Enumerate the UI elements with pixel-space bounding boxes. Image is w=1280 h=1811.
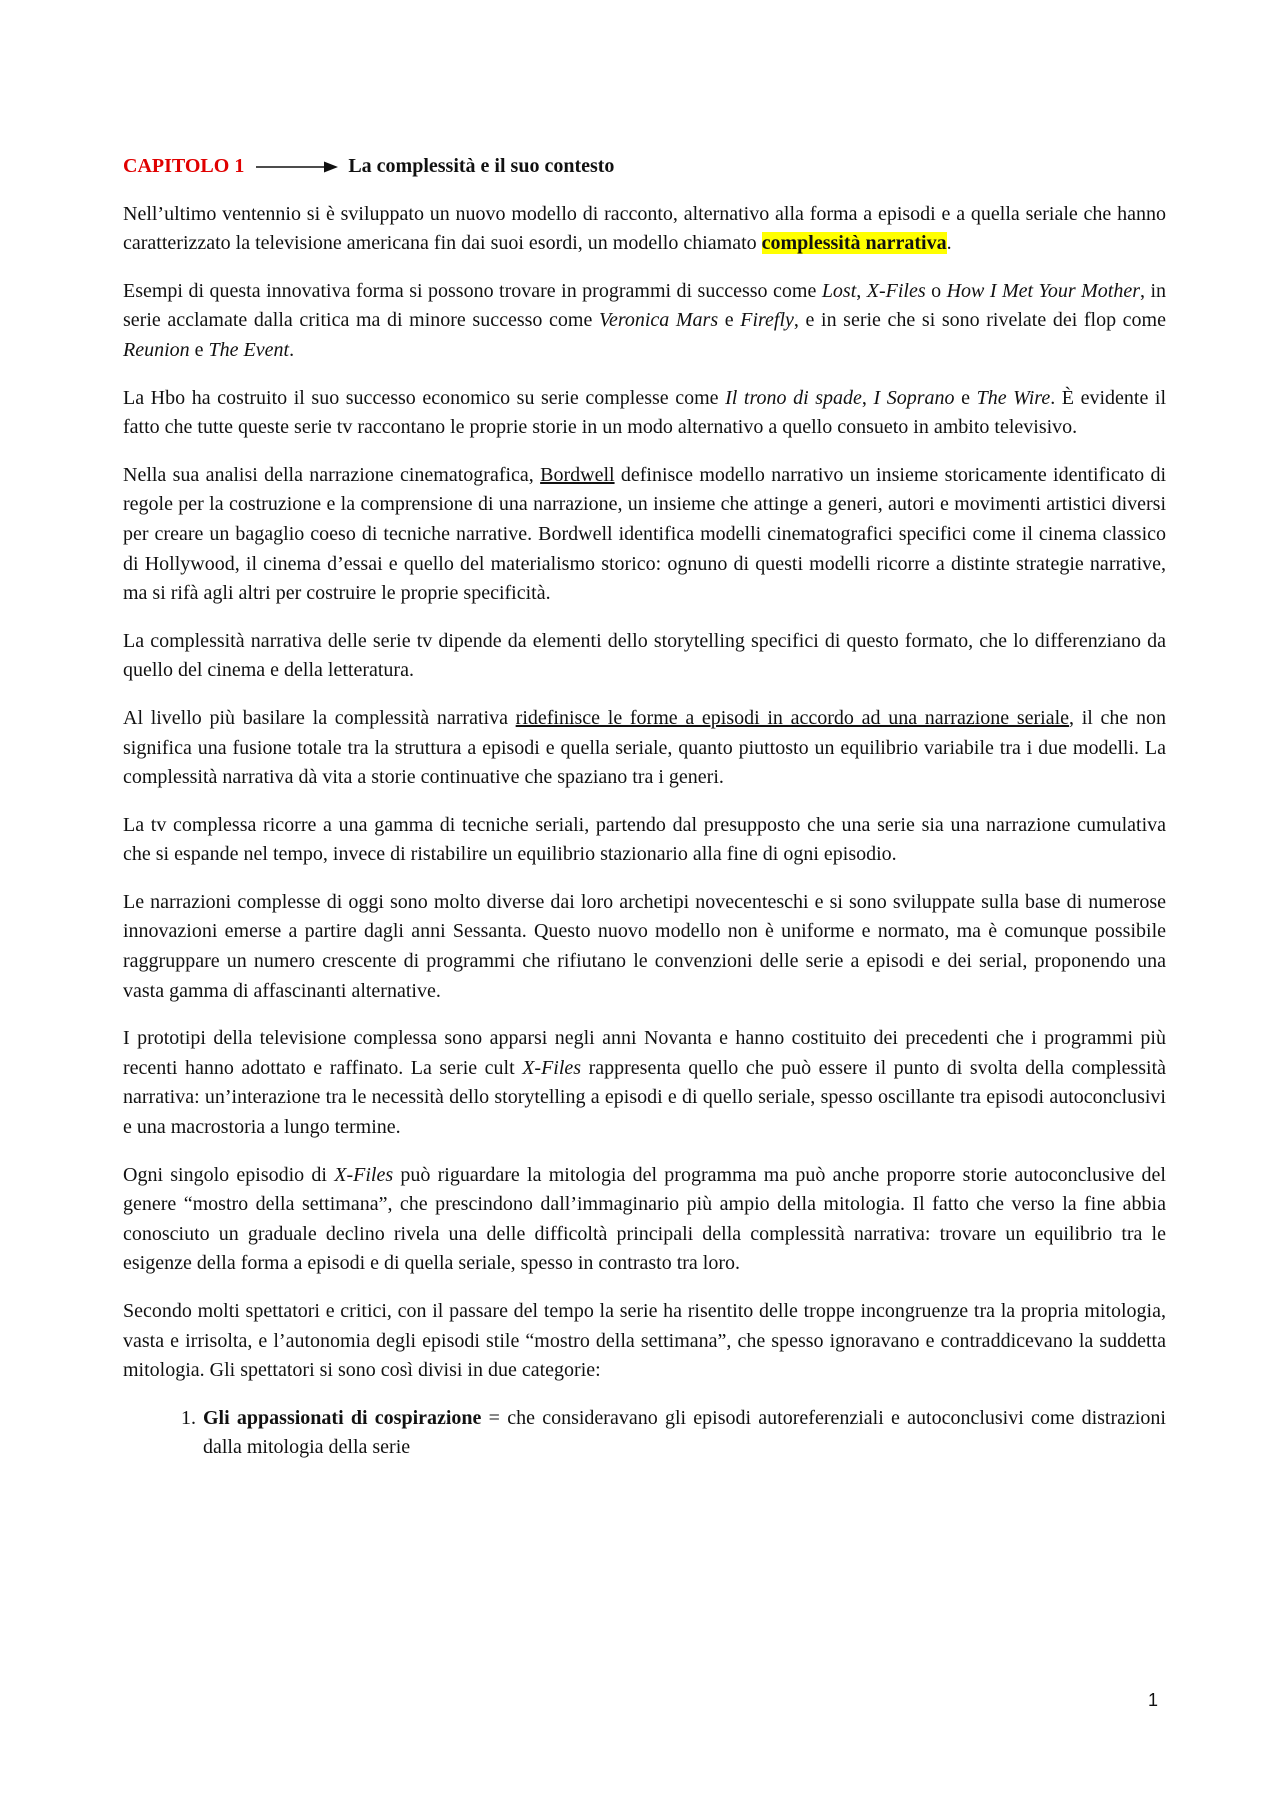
underlined-phrase: ridefinisce le forme a episodi in accordo ad una narrazione seriale	[515, 706, 1070, 729]
paragraph-11: Secondo molti spettatori e critici, con il passare del tempo la serie ha risentito delle troppe incongruenze tra la propria mitologia, vasta e irrisolta, e l’autonomia degli episodi stile “mostro della settimana”, che spesso ignoravano e contraddicevano la suddetta mitologia. Gli spettatori si sono così divisi in due categorie:	[123, 1300, 1166, 1382]
page-number: 1	[1148, 1690, 1159, 1710]
paragraph-6: Al livello più basilare la complessità narrativa ridefinisce le forme a episodi in accordo ad una narrazione seriale, il che non significa una fusione totale tra la struttura a episodi e quella seriale, quanto piuttosto un equilibrio variabile tra i due modelli. La complessità narrativa dà vita a storie continuative che spaziano tra i generi.	[123, 706, 1167, 789]
paragraph-5: La complessità narrativa delle serie tv dipende da elementi dello storytelling specifici di questo formato, che lo differenziano da quello del cinema e della letteratura.	[123, 629, 1166, 682]
list-item: 1. Gli appassionati di cospirazione = che consideravano gli episodi autoreferenziali e autoconclusivi come distrazioni dalla mitologia della serie	[201, 1404, 1166, 1463]
paragraph-4: Nella sua analisi della narrazione cinematografica, Bordwell definisce modello narrativo un insieme storicamente identificato di regole per la costruzione e la comprensione di una narrazione, un insieme che attinge a generi, autori e movimenti artistici diversi per creare un bagaglio coeso di tecniche narrative. Bordwell identifica modelli cinematografici specifici come il cinema classico di Hollywood, il cinema d’essai e quello del materialismo storico: ognuno di questi modelli ricorre a distinte strategie narrative, ma si rifà agli altri per costruire le proprie specificità.	[123, 463, 1166, 605]
paragraph-7: La tv complessa ricorre a una gamma di tecniche seriali, partendo dal presupposto che una serie sia una narrazione cumulativa che si espande nel tempo, invece di ristabilire un equilibrio stazionario alla fine di ogni episodio.	[123, 813, 1166, 866]
paragraph-8: Le narrazioni complesse di oggi sono molto diverse dai loro archetipi novecenteschi e si sono sviluppate sulla base di numerose innovazioni emerse a partire dagli anni Sessanta. Questo nuovo modello non è uniforme e normato, ma è comunque possibile raggruppare un numero crescente di programmi che rifiutano le convenzioni delle serie a episodi e dei serial, proponendo una vasta gamma di affascinanti alternative.	[123, 890, 1166, 1002]
document-body	[123, 152, 1166, 1463]
paragraph-3: La Hbo ha costruito il suo successo economico su serie complesse come Il trono di spade, I Soprano e The Wire. È evidente il fatto che tutte queste serie tv raccontano le proprie storie in un modo alternativo a quello consueto in ambito televisivo.	[123, 386, 1167, 439]
numbered-list	[123, 1404, 1166, 1463]
arrow-right-icon	[256, 160, 338, 174]
chapter-heading	[123, 152, 1166, 182]
chapter-label: CAPITOLO 1	[123, 155, 245, 177]
paragraph-10: Ogni singolo episodio di X-Files può riguardare la mitologia del programma ma può anche proporre storie autoconclusive del genere “mostro della settimana”, che prescindono dall’immaginario più ampio della mitologia. Il fatto che verso la fine abbia conosciuto un graduale declino rivela una delle difficoltà principali della complessità narrativa: trovare un equilibrio tra le esigenze della forma a episodi e di quella seriale, spesso in contrasto tra loro.	[123, 1163, 1166, 1275]
chapter-title: La complessità e il suo contesto	[348, 155, 615, 177]
highlighted-term: complessità narrativa	[761, 232, 947, 255]
paragraph-2: Esempi di questa innovativa forma si possono trovare in programmi di successo come Lost, X-Files o How I Met Your Mother, in serie acclamate dalla critica ma di minore successo come Veronica Mars e Firefly, e in serie che si sono rivelate dei flop come Reunion e The Event.	[123, 279, 1167, 361]
paragraph-1: Nell’ultimo ventennio si è sviluppato un nuovo modello di racconto, alternativo alla forma a episodi e a quella seriale che hanno caratterizzato la televisione americana fin dai suoi esordi, un modello chiamato complessità narrativa.	[123, 202, 1166, 255]
underlined-name: Bordwell	[540, 463, 615, 486]
paragraph-9: I prototipi della televisione complessa sono apparsi negli anni Novanta e hanno costituito dei precedenti che i programmi più recenti hanno adottato e raffinato. La serie cult X-Files rappresenta quello che può essere il punto di svolta della complessità narrativa: un’interazione tra le necessità dello storytelling a episodi e di quello seriale, spesso oscillante tra episodi autoconclusivi e una macrostoria a lungo termine.	[123, 1027, 1167, 1139]
